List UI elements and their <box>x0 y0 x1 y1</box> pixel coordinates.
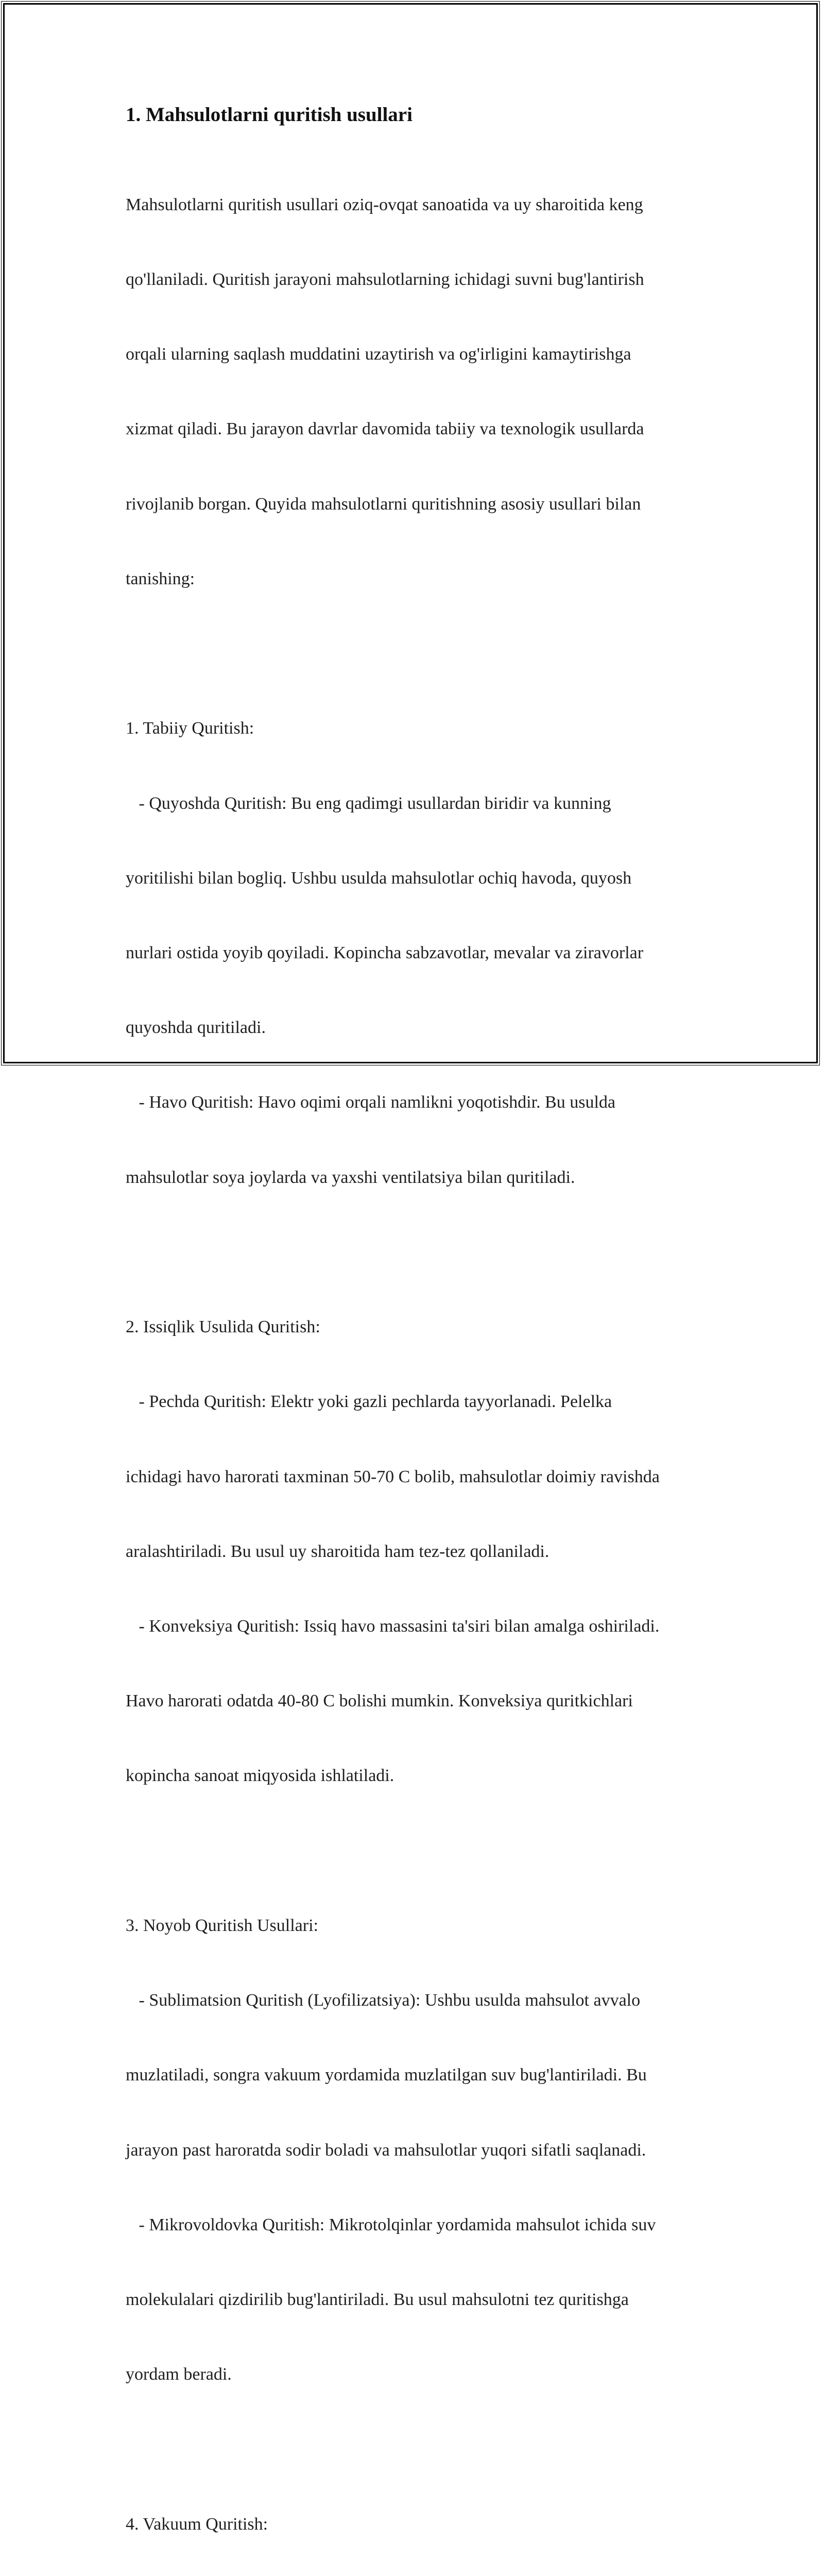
document-body <box>126 143 708 2576</box>
text-line: nurlari ostida yoyib qoyiladi. Kopincha sabzavotlar, mevalar va ziravorlar <box>126 943 644 962</box>
text-line: Mahsulotlarni quritish usullari oziq-ovqat sanoatida va uy sharoitida keng <box>126 195 643 214</box>
text-line: molekulalari qizdirilib bug'lantiriladi. Bu usul mahsulotni tez quritishga <box>126 2290 629 2309</box>
text-line <box>126 641 708 666</box>
text-line: yoritilishi bilan bogliq. Ushbu usulda mahsulotlar ochiq havoda, quyosh <box>126 868 632 888</box>
text-line: aralashtiriladi. Bu usul uy sharoitida ham tez-tez qollaniladi. <box>126 1541 550 1561</box>
text-line: - Pechda Quritish: Elektr yoki gazli pechlarda tayyorlanadi. Pelelka <box>126 1392 612 1412</box>
document-content <box>126 103 708 2576</box>
text-line: ichidagi havo harorati taxminan 50-70 C bolib, mahsulotlar doimiy ravishda <box>126 1467 660 1486</box>
page-title: 1. Mahsulotlarni quritish usullari <box>126 104 413 126</box>
text-line <box>126 2437 708 2462</box>
text-line: Havo harorati odatda 40-80 C bolishi mumkin. Konveksiya quritkichlari <box>126 1691 633 1711</box>
text-line: muzlatiladi, songra vakuum yordamida muzlatilgan suv bug'lantiriladi. Bu <box>126 2065 647 2085</box>
text-line: - Sublimatsion Quritish (Lyofilizatsiya): Ushbu usulda mahsulot avvalo <box>126 1991 641 2010</box>
text-line: quyoshda quritiladi. <box>126 1018 266 1038</box>
text-line: - Havo Quritish: Havo oqimi orqali namlikni yoqotishdir. Bu usulda <box>126 1093 615 1112</box>
text-line <box>126 1240 708 1265</box>
section-heading: 4. Vakuum Quritish: <box>126 2514 268 2534</box>
text-line <box>126 1839 708 1863</box>
text-line: jarayon past haroratda sodir boladi va mahsulotlar yuqori sifatli saqlanadi. <box>126 2140 646 2160</box>
text-line: mahsulotlar soya joylarda va yaxshi ventilatsiya bilan quritiladi. <box>126 1167 575 1187</box>
text-line: rivojlanib borgan. Quyida mahsulotlarni quritishning asosiy usullari bilan <box>126 494 641 514</box>
text-line: xizmat qiladi. Bu jarayon davrlar davomida tabiiy va texnologik usullarda <box>126 419 644 439</box>
text-line: yordam beradi. <box>126 2365 232 2384</box>
text-line: - Konveksiya Quritish: Issiq havo massasini ta'siri bilan amalga oshiriladi. <box>126 1616 660 1636</box>
text-line: qo'llaniladi. Quritish jarayoni mahsulotlarning ichidagi suvni bug'lantirish <box>126 270 644 290</box>
text-line: - Quyoshda Quritish: Bu eng qadimgi usullardan biridir va kunning <box>126 793 611 813</box>
section-heading: 2. Issiqlik Usulida Quritish: <box>126 1317 320 1337</box>
section-heading: 1. Tabiiy Quritish: <box>126 719 254 738</box>
text-line: - Mikrovoldovka Quritish: Mikrotolqinlar yordamida mahsulot ichida suv <box>126 2215 656 2234</box>
text-line: orqali ularning saqlash muddatini uzaytirish va og'irligini kamaytirishga <box>126 345 631 364</box>
section-heading: 3. Noyob Quritish Usullari: <box>126 1916 318 1935</box>
text-line: kopincha sanoat miqyosida ishlatiladi. <box>126 1766 394 1786</box>
page-frame <box>3 3 818 2534</box>
text-line: tanishing: <box>126 569 195 588</box>
